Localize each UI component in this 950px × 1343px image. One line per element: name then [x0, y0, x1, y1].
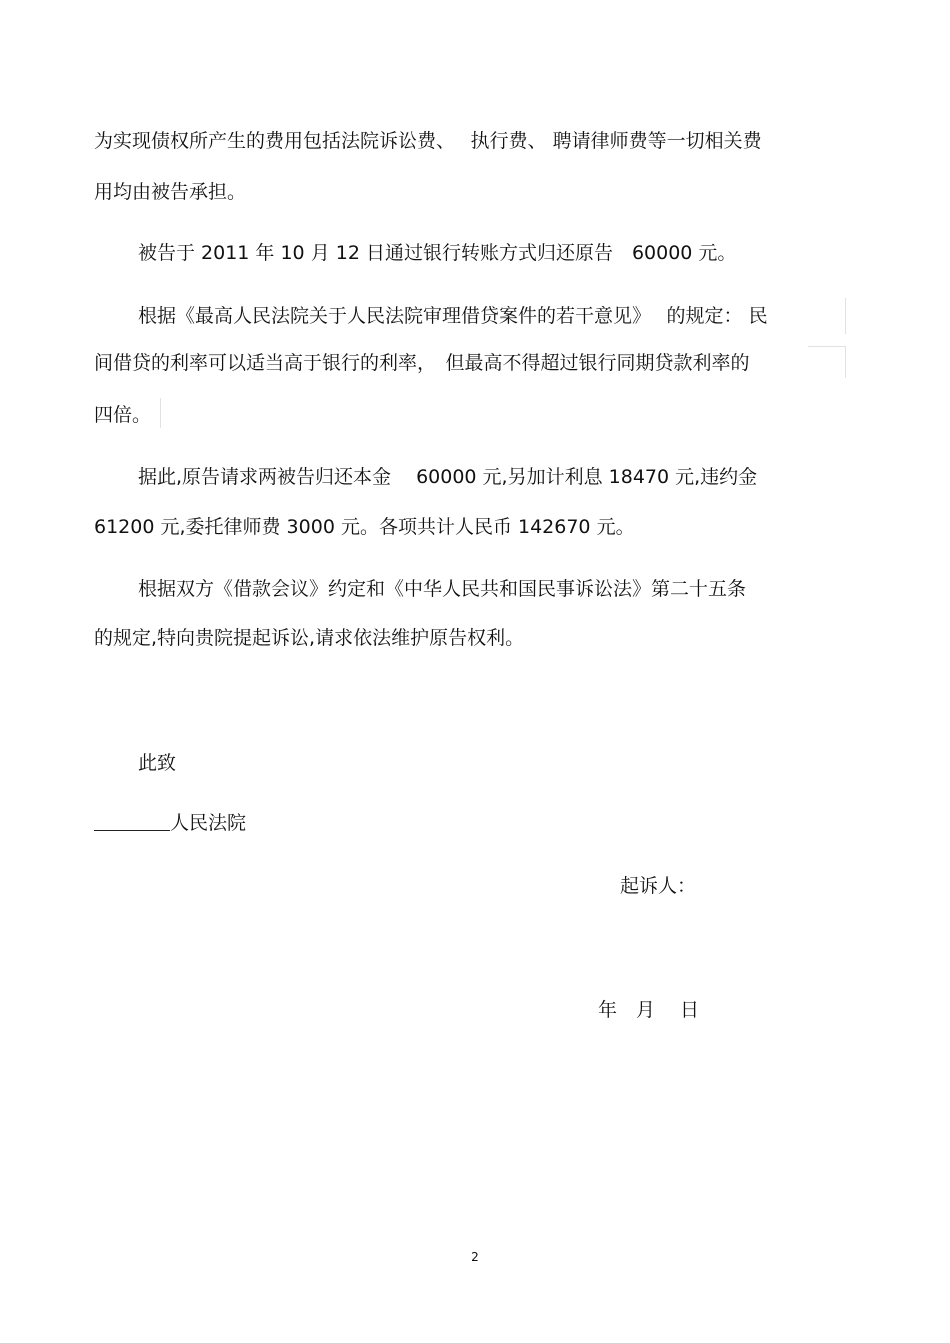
text-frame-edge [160, 398, 161, 428]
body-line-5: 间借贷的利率可以适当高于银行的利率， 但最高不得超过银行同期贷款利率的 [94, 352, 750, 374]
court-addressee [94, 810, 246, 836]
page-number: 2 [471, 1250, 479, 1264]
body-line-1: 为实现债权所产生的费用包括法院诉讼费、 执行费、 聘请律师费等一切相关费 [94, 130, 762, 152]
body-line-2: 用均由被告承担。 [94, 181, 247, 203]
plaintiff-signature-label: 起诉人： [620, 875, 697, 897]
body-line-8: 61200 元,委托律师费 3000 元。各项共计人民币 142670 元。 [94, 516, 635, 538]
body-line-10: 的规定,特向贵院提起诉讼,请求依法维护原告权利。 [94, 627, 525, 649]
text-frame-edge [808, 346, 846, 347]
body-line-3: 被告于 2011 年 10 月 12 日通过银行转账方式归还原告 60000 元。 [138, 242, 737, 264]
body-line-4: 根据《最高人民法院关于人民法院审理借贷案件的若干意见》 的规定： 民 [138, 305, 768, 327]
date-line: 年 月 日 [598, 999, 700, 1021]
closing-salutation: 此致 [138, 752, 177, 774]
text-frame-edge [845, 298, 846, 334]
body-line-7: 据此,原告请求两被告归还本金 60000 元,另加计利息 18470 元,违约金 [138, 466, 758, 488]
court-name-blank[interactable] [94, 812, 170, 831]
court-suffix: 人民法院 [170, 812, 247, 834]
text-frame-edge [845, 346, 846, 378]
body-line-6: 四倍。 [94, 404, 152, 426]
body-line-9: 根据双方《借款会议》约定和《中华人民共和国民事诉讼法》第二十五条 [138, 578, 747, 600]
